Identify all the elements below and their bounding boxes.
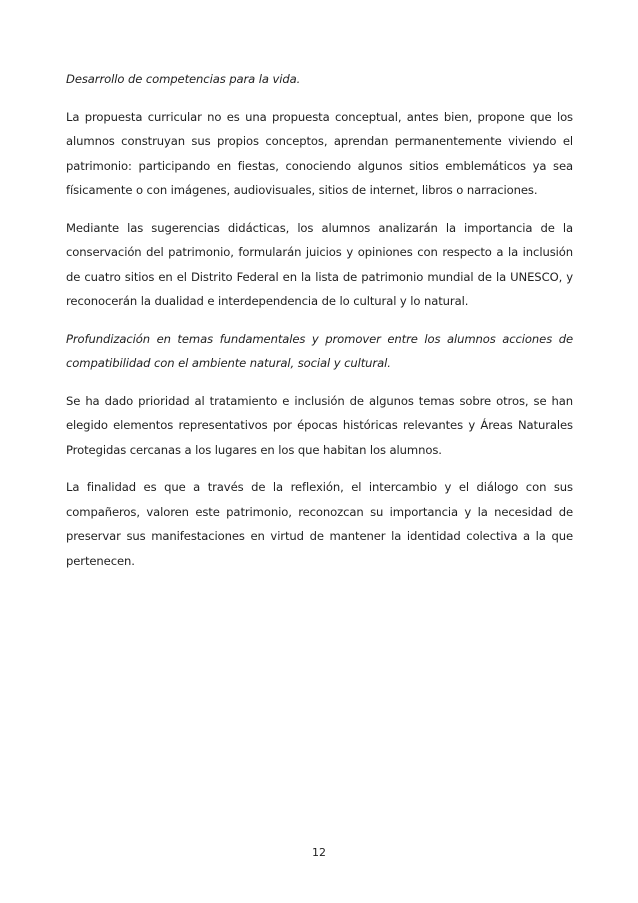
paragraph-1: La propuesta curricular no es una propuesta conceptual, antes bien, propone que los alumnos construyan sus propios conceptos, aprendan permanentemente viviendo el patrimonio: participando en fiestas, conociendo algunos sitios emblemáticos ya sea físicamente o con imágenes, audiovisuales, sitios de internet, libros o narraciones. xyxy=(66,109,573,197)
paragraph-4: La finalidad es que a través de la reflexión, el intercambio y el diálogo con sus compañeros, valoren este patrimonio, reconozcan su importancia y la necesidad de preservar sus manifestaciones en virtud de mantener la identidad colectiva a la que pertenecen. xyxy=(66,480,573,568)
page-content xyxy=(66,67,573,586)
section-heading: Desarrollo de competencias para la vida. xyxy=(66,72,301,86)
paragraph-2: Mediante las sugerencias didácticas, los alumnos analizarán la importancia de la conservación del patrimonio, formularán juicios y opiniones con respecto a la inclusión de cuatro sitios en el Distrito Federal en la lista de patrimonio mundial de la UNESCO, y reconocerán la dualidad e interdependencia de lo cultural y lo natural. xyxy=(66,220,573,308)
italic-paragraph: Profundización en temas fundamentales y promover entre los alumnos acciones de compatibilidad con el ambiente natural, social y cultural. xyxy=(66,331,573,370)
page-number: 12 xyxy=(312,846,326,859)
paragraph-3: Se ha dado prioridad al tratamiento e inclusión de algunos temas sobre otros, se han elegido elementos representativos por épocas históricas relevantes y Áreas Naturales Protegidas cercanas a los lugares en los que habitan los alumnos. xyxy=(66,393,573,457)
